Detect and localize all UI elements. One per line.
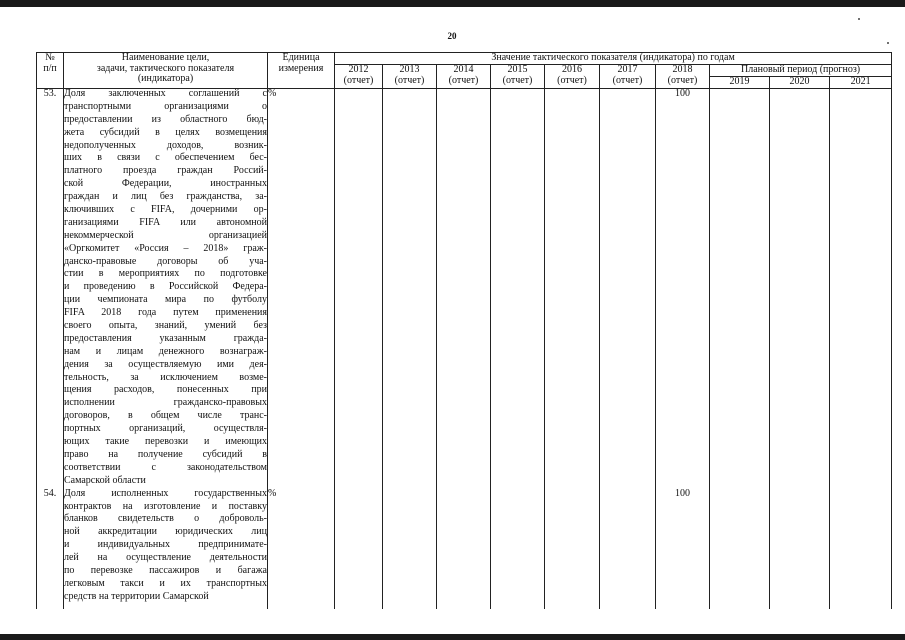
indicator-name-line: ших в связи с обеспечением бес- bbox=[64, 152, 267, 164]
header-year-2020: 2020 bbox=[770, 77, 830, 89]
year-label: 2014 bbox=[453, 64, 474, 75]
indicator-name-line: предоставлении из областного бюд- bbox=[64, 113, 267, 125]
header-unit bbox=[268, 53, 335, 89]
scan-speck bbox=[858, 18, 860, 20]
year-label: 2012 bbox=[348, 64, 369, 75]
indicator-name-line: контрактов на изготовление и поставку bbox=[64, 500, 267, 512]
value-2013 bbox=[383, 89, 437, 489]
value-2015 bbox=[491, 489, 545, 609]
indicator-name bbox=[64, 89, 268, 489]
row-unit: % bbox=[268, 489, 335, 609]
header-year-2017 bbox=[600, 65, 656, 89]
header-year-2012 bbox=[335, 65, 383, 89]
indicator-name-line: Доля исполненных государственных bbox=[64, 487, 267, 499]
header-year-2015 bbox=[491, 65, 545, 89]
indicator-name-line: исполнении гражданско-правовых bbox=[64, 397, 267, 409]
indicator-name-line: ющих такие перевозки и имеющих bbox=[64, 436, 267, 448]
indicator-name-line: жета субсидий в целях возмещения bbox=[64, 126, 267, 138]
year-label: 2013 bbox=[399, 64, 420, 75]
year-label: 2017 bbox=[617, 64, 638, 75]
header-unit-line1: Единица bbox=[282, 52, 320, 63]
indicator-name-line: право на получение субсидий в bbox=[64, 448, 267, 460]
indicator-name-line: FIFA 2018 года путем применения bbox=[64, 307, 267, 319]
value-2012 bbox=[335, 89, 383, 489]
indicator-name-line: нам и лицам денежного вознаграж- bbox=[64, 345, 267, 357]
value-2019 bbox=[710, 489, 770, 609]
indicator-name-line: лей на осуществление деятельности bbox=[64, 552, 267, 564]
value-2020 bbox=[770, 89, 830, 489]
indicator-name-line: по перевозке пассажиров и багажа bbox=[64, 564, 267, 576]
indicator-name-line: средств на территории Самарской bbox=[64, 590, 209, 602]
report-label: (отчет) bbox=[612, 74, 643, 86]
report-label: (отчет) bbox=[448, 74, 479, 86]
table-row bbox=[37, 89, 892, 489]
indicator-name-line: портных организаций, осуществля- bbox=[64, 423, 267, 435]
indicator-name-line: ской Федерации, иностранных bbox=[64, 178, 267, 190]
report-label: (отчет) bbox=[502, 74, 533, 86]
value-2020 bbox=[770, 489, 830, 609]
header-year-2013 bbox=[383, 65, 437, 89]
value-2012 bbox=[335, 489, 383, 609]
indicator-name-line: платного проезда граждан Россий- bbox=[64, 165, 267, 177]
indicator-name-line: предоставления указанным гражда- bbox=[64, 332, 267, 344]
indicator-name-line: ключивших с FIFA, дочерними ор- bbox=[64, 204, 267, 216]
indicator-name-line: транспортными организациями о bbox=[64, 100, 267, 112]
header-num-label: № bbox=[45, 52, 55, 63]
indicator-name-line: ной аккредитации юридических лиц bbox=[64, 526, 267, 538]
report-label: (отчет) bbox=[667, 74, 698, 86]
header-year-2016 bbox=[545, 65, 600, 89]
indicator-name-line: некоммерческой организацией bbox=[64, 229, 267, 241]
header-year-2014 bbox=[437, 65, 491, 89]
header-year-2018 bbox=[656, 65, 710, 89]
year-label: 2016 bbox=[562, 64, 582, 75]
row-number: 53. bbox=[37, 89, 64, 489]
value-2013 bbox=[383, 489, 437, 609]
indicator-name-line: соответствии с законодательством bbox=[64, 461, 267, 473]
header-name-line1: Наименование цели, bbox=[121, 52, 210, 63]
indicator-name-line: договоров, в общем числе транс- bbox=[64, 410, 267, 422]
value-2014 bbox=[437, 89, 491, 489]
header-num-sub: п/п bbox=[43, 62, 57, 74]
indicator-name-line: дения за осуществляемую ими дея- bbox=[64, 358, 267, 370]
indicator-name-line: своего опыта, знаний, умений без bbox=[64, 320, 267, 332]
indicator-name bbox=[64, 489, 268, 609]
report-label: (отчет) bbox=[343, 74, 374, 86]
indicator-name-line: «Оргкомитет «Россия – 2018» граж- bbox=[64, 242, 267, 254]
header-plan-group: Плановый период (прогноз) bbox=[710, 65, 892, 77]
indicator-name-line: и индивидуальных предпринимате- bbox=[64, 539, 267, 551]
row-unit: % bbox=[268, 89, 335, 489]
value-2016 bbox=[545, 89, 600, 489]
scan-top-edge bbox=[0, 0, 905, 7]
header-name-line3: (индикатора) bbox=[137, 73, 194, 85]
value-2014 bbox=[437, 489, 491, 609]
indicator-name-line: ганизациями FIFA или автономной bbox=[64, 216, 267, 228]
value-2017 bbox=[600, 89, 656, 489]
row-number: 54. bbox=[37, 489, 64, 609]
indicator-table bbox=[36, 52, 892, 609]
indicator-name-line: Самарской области bbox=[64, 474, 146, 486]
indicator-name-line: данско-правовые договоры об уча- bbox=[64, 255, 267, 267]
value-2018: 100 bbox=[656, 489, 710, 609]
value-2016 bbox=[545, 489, 600, 609]
report-label: (отчет) bbox=[394, 74, 425, 86]
indicator-name-line: щения расходов, понесенных при bbox=[64, 384, 267, 396]
indicator-name-line: недополученных доходов, возник- bbox=[64, 139, 267, 151]
scan-speck bbox=[887, 42, 889, 44]
header-year-2019: 2019 bbox=[710, 77, 770, 89]
indicator-name-line: тельность, за исключением возме- bbox=[64, 371, 267, 383]
header-name-line2: задачи, тактического показателя bbox=[96, 62, 235, 74]
value-2018: 100 bbox=[656, 89, 710, 489]
value-2015 bbox=[491, 89, 545, 489]
indicator-name-line: бланков свидетельств о доброволь- bbox=[64, 513, 267, 525]
indicator-name-line: Доля заключенных соглашений с bbox=[64, 88, 267, 99]
table-row bbox=[37, 489, 892, 609]
indicator-name-line: ции чемпионата мира по футболу bbox=[64, 294, 267, 306]
indicator-name-line: легковым такси и их транспортных bbox=[64, 577, 267, 589]
year-label: 2018 bbox=[672, 64, 693, 75]
indicator-name-line: стии в мероприятиях по подготовке bbox=[64, 268, 267, 280]
header-num bbox=[37, 53, 64, 89]
indicator-name-line: и проведению в Российской Федера- bbox=[64, 281, 267, 293]
scan-bottom-edge bbox=[0, 634, 905, 640]
value-2017 bbox=[600, 489, 656, 609]
value-2019 bbox=[710, 89, 770, 489]
header-name bbox=[64, 53, 268, 89]
page-number: 20 bbox=[447, 31, 457, 41]
report-label: (отчет) bbox=[557, 74, 587, 86]
year-label: 2015 bbox=[507, 64, 528, 75]
value-2021 bbox=[830, 89, 892, 489]
header-value-group: Значение тактического показателя (индикатора) по годам bbox=[335, 53, 892, 65]
indicator-name-line: граждан и лиц без гражданства, за- bbox=[64, 191, 267, 203]
header-year-2021: 2021 bbox=[830, 77, 892, 89]
header-unit-line2: измерения bbox=[278, 62, 324, 74]
value-2021 bbox=[830, 489, 892, 609]
